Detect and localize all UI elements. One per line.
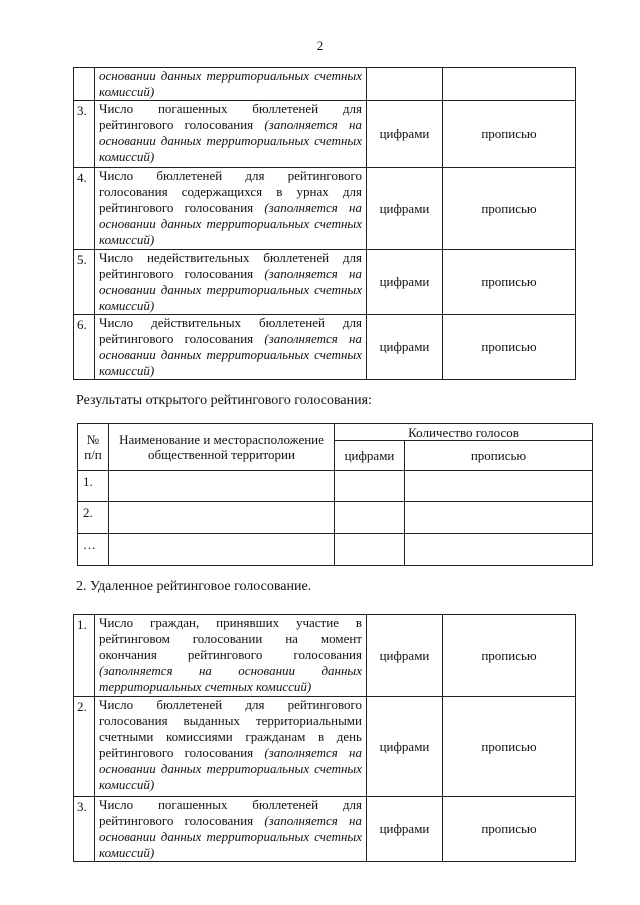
table-row [78, 502, 593, 534]
words-cell: прописью [443, 168, 576, 250]
counts-table [73, 67, 576, 380]
row-number: 1. [78, 471, 109, 502]
row-note: (заполняется на основании данных территориальных счетных комиссий) [99, 200, 362, 247]
row-number: 3. [74, 797, 95, 862]
row-text [95, 797, 367, 862]
words-cell: прописью [443, 250, 576, 315]
row-number: 1. [74, 615, 95, 697]
row-note: (заполняется на основании данных территориальных счетных комиссий) [99, 663, 362, 694]
row-note: (заполняется на основании данных территориальных счетных комиссий) [99, 813, 362, 860]
words-cell [405, 471, 593, 502]
table-row [74, 168, 576, 250]
row-number [74, 68, 95, 101]
table-row [74, 797, 576, 862]
digits-cell [335, 471, 405, 502]
digits-cell: цифрами [367, 797, 443, 862]
row-label: Число бюллетеней для рейтингового голосования выданных территориальными счетными комиссиями гражданам в день рейтингового голосования [99, 697, 362, 760]
row-text [95, 168, 367, 250]
row-label: Число погашенных бюллетеней для рейтингового голосования [99, 101, 362, 132]
row-text [95, 68, 367, 101]
name-cell [109, 471, 335, 502]
digits-cell: цифрами [367, 315, 443, 380]
row-text [95, 697, 367, 797]
digits-cell: цифрами [367, 697, 443, 797]
row-label: Число действительных бюллетеней для рейтингового голосования [99, 315, 362, 346]
row-number: 2. [74, 697, 95, 797]
remote-voting-heading: 2. Удаленное рейтинговое голосование. [76, 579, 312, 594]
table-row [74, 101, 576, 168]
row-number: 5. [74, 250, 95, 315]
digits-cell: цифрами [367, 615, 443, 697]
words-cell [405, 502, 593, 534]
row-text [95, 615, 367, 697]
page-number: 2 [316, 38, 324, 53]
digits-cell [367, 68, 443, 101]
row-note: (заполняется на основании данных территориальных счетных комиссий) [99, 331, 362, 378]
header-votes: Количество голосов [335, 424, 593, 441]
open-voting-heading: Результаты открытого рейтингового голосования: [76, 393, 372, 408]
header-num: № п/п [78, 424, 109, 471]
row-number: 6. [74, 315, 95, 380]
row-text [95, 250, 367, 315]
table-row [74, 615, 576, 697]
row-number: … [78, 534, 109, 566]
row-note: основании данных территориальных счетных комиссий) [99, 68, 362, 99]
name-cell [109, 534, 335, 566]
row-note: (заполняется на основании данных территориальных счетных комиссий) [99, 117, 362, 164]
row-label: Число недействительных бюллетеней для рейтингового голосования [99, 250, 362, 281]
table-row [78, 534, 593, 566]
row-text [95, 101, 367, 168]
row-text [95, 315, 367, 380]
digits-cell: цифрами [367, 250, 443, 315]
name-cell [109, 502, 335, 534]
remote-voting-table [73, 614, 576, 862]
open-voting-table [77, 423, 593, 566]
words-cell: прописью [443, 615, 576, 697]
row-number: 3. [74, 101, 95, 168]
words-cell [405, 534, 593, 566]
table-row-continuation [74, 68, 576, 101]
digits-cell: цифрами [367, 101, 443, 168]
digits-cell [335, 502, 405, 534]
digits-cell [335, 534, 405, 566]
table-row [74, 697, 576, 797]
row-number: 2. [78, 502, 109, 534]
row-label: Число граждан, принявших участие в рейтинговом голосовании на момент окончания рейтингового голосования [99, 615, 362, 662]
table-row [74, 250, 576, 315]
row-label: Число бюллетеней для рейтингового голосования содержащихся в урнах для рейтингового голосования [99, 168, 362, 215]
words-cell: прописью [443, 315, 576, 380]
header-name: Наименование и месторасположение общественной территории [109, 424, 335, 471]
row-note: (заполняется на основании данных территориальных счетных комиссий) [99, 266, 362, 313]
words-cell: прописью [443, 101, 576, 168]
row-label: Число погашенных бюллетеней для рейтингового голосования [99, 797, 362, 828]
row-number: 4. [74, 168, 95, 250]
table-row [78, 471, 593, 502]
words-cell: прописью [443, 697, 576, 797]
header-digits: цифрами [335, 441, 405, 471]
words-cell [443, 68, 576, 101]
table-row [74, 315, 576, 380]
digits-cell: цифрами [367, 168, 443, 250]
table-header-row [78, 424, 593, 441]
words-cell: прописью [443, 797, 576, 862]
header-words: прописью [405, 441, 593, 471]
row-note: (заполняется на основании данных территориальных счетных комиссий) [99, 745, 362, 792]
